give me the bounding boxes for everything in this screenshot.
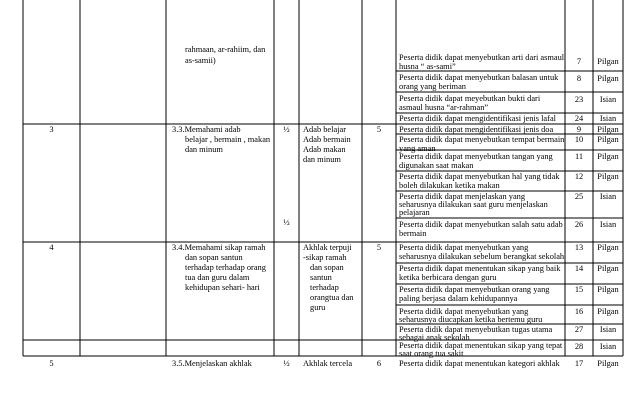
indicator-4-4-line-1: Peserta didik dapat menyebutkan yang xyxy=(399,307,529,316)
materi-3-line-1: Adab belajar xyxy=(303,125,347,134)
time-allocation: ½ xyxy=(283,125,290,134)
indicator-4-1-line-2: seharusnya dilakukan sebelum berangkat sekolah xyxy=(399,252,565,261)
kd-3-line-3: dan minum xyxy=(185,145,223,154)
time-allocation: ½ xyxy=(283,359,290,368)
kd-4-line-1: 3.4.Memahami sikap ramah xyxy=(172,243,266,252)
indicator-3-5-line-2: seharusnya dilakukan saat guru menjelaskan xyxy=(399,200,548,209)
kd-5-line-1: 3.5.Menjelaskan akhlak xyxy=(172,359,252,368)
indicator-4-2-line-2: ketika berbicara dengan guru xyxy=(399,273,497,282)
item-type: Pilgan xyxy=(597,307,619,316)
indicator-cont-2-line-2: orang yang beriman xyxy=(399,82,466,91)
indicator-3-3-line-1: Peserta didik dapat menyebutkan tangan yang xyxy=(399,152,553,161)
materi-4-line-1: Akhlak terpuji xyxy=(303,243,352,252)
indicator-3-1-line-1: Peserta didik dapat mengidentifikasi jenis doa xyxy=(399,125,554,134)
indicator-3-2-line-2: yang aman xyxy=(399,144,436,153)
item-type: Isian xyxy=(599,342,617,351)
item-number: 24 xyxy=(574,114,584,123)
indicator-4-3-line-1: Peserta didik dapat menyebutkan orang yang xyxy=(399,285,550,294)
indicator-4-6-line-1: Peserta didik dapat menentukan sikap yang tepat xyxy=(399,341,563,350)
materi-3-line-2: Adab bermain xyxy=(303,135,351,144)
kd-4-line-5: kehidupan sehari- hari xyxy=(185,283,260,292)
item-type: Isian xyxy=(599,192,617,201)
materi-4-line-2: -sikap ramah xyxy=(303,253,347,262)
item-number: 13 xyxy=(574,243,584,252)
indicator-4-5-line-2: sebagai anak sekolah xyxy=(399,333,470,342)
item-number: 27 xyxy=(574,325,584,334)
item-number: 26 xyxy=(574,220,584,229)
indicator-3-6-line-1: Peserta didik dapat menyebutkan salah satu adab xyxy=(399,220,563,229)
item-type: Isian xyxy=(599,220,617,229)
item-number: 11 xyxy=(574,152,584,161)
item-type: Isian xyxy=(599,95,617,104)
item-number: 9 xyxy=(576,125,582,134)
indicator-cont-1-line-2: husna “ as-sami” xyxy=(399,62,456,71)
item-number: 10 xyxy=(574,135,584,144)
indicator-3-4-line-1: Peserta didik dapat menyebutkan hal yang tidak xyxy=(399,172,560,181)
item-number: 23 xyxy=(574,95,584,104)
indicator-3-5-line-3: pelajaran xyxy=(399,208,430,217)
materi-4-line-5: terhadap xyxy=(310,283,339,292)
kd-4-line-2: dan sopan santun xyxy=(185,253,243,262)
kd-4-line-3: terhadap terhadap orang xyxy=(185,263,266,272)
item-number: 25 xyxy=(574,192,584,201)
question-count: 6 xyxy=(376,359,382,368)
materi-3-line-3: Adab makan xyxy=(303,145,346,154)
materi-4-line-6: orangtua dan xyxy=(310,293,354,302)
indicator-cont-1-line-1: Peserta didik dapat menyebutkan arti dari asmaul xyxy=(399,53,565,62)
indicator-5-1-line-1: Peserta didik dapat menentukan kategori akhlak xyxy=(399,359,560,368)
question-count: 5 xyxy=(376,125,382,134)
row-number: 5 xyxy=(49,359,54,368)
item-number: 12 xyxy=(574,172,584,181)
indicator-4-2-line-1: Peserta didik dapat menentukan sikap yang baik xyxy=(399,264,561,273)
materi-3-line-4: dan minum xyxy=(303,155,341,164)
kd-3-line-2: belajar , bermain , makan xyxy=(185,135,271,144)
item-type: Pilgan xyxy=(597,57,619,66)
materi-5-line-1: Akhlak tercela xyxy=(303,359,353,368)
materi-4-line-7: guru xyxy=(310,303,326,312)
item-number: 16 xyxy=(574,307,584,316)
indicator-cont-3-line-2: asmaul husna “ar-rahman” xyxy=(399,103,489,112)
item-type: Pilgan xyxy=(597,125,619,134)
item-type: Isian xyxy=(599,114,617,123)
indicator-cont-4-line-1: Peserta didik dapat mengidentifikasi jenis lafal xyxy=(399,114,556,123)
materi-4-line-3: dan sopan xyxy=(310,263,344,272)
row-number: 4 xyxy=(49,243,54,252)
item-number: 7 xyxy=(576,57,582,66)
indicator-4-6-line-2: saat orang tua sakit xyxy=(399,349,464,358)
item-number: 14 xyxy=(574,264,584,273)
item-type: Isian xyxy=(599,325,617,334)
item-number: 28 xyxy=(574,342,584,351)
item-type: Pilgan xyxy=(597,74,619,83)
question-count: 5 xyxy=(376,243,382,252)
item-number: 8 xyxy=(576,74,582,83)
item-type: Pilgan xyxy=(597,285,619,294)
item-type: Pilgan xyxy=(597,172,619,181)
indicator-3-3-line-2: digunakan saat makan xyxy=(399,161,474,170)
indicator-3-5-line-1: Peserta didik dapat menjelaskan yang xyxy=(399,192,526,201)
kd-cont-line-1: rahmaan, ar-rahiim, dan xyxy=(185,45,266,54)
kd-4-line-4: tua dan guru dalam xyxy=(185,273,250,282)
item-type: Pilgan xyxy=(597,152,619,161)
item-type: Pilgan xyxy=(597,359,619,368)
row-number: 3 xyxy=(49,125,54,134)
indicator-3-6-line-2: bermain xyxy=(399,229,427,238)
item-number: 17 xyxy=(574,359,584,368)
item-type: Pilgan xyxy=(597,243,619,252)
indicator-4-1-line-1: Peserta didik dapat menyebutkan yang xyxy=(399,243,529,252)
materi-4-line-4: santun xyxy=(310,273,332,282)
kd-3-line-1: 3.3.Memahami adab xyxy=(172,125,241,134)
time-allocation: ½ xyxy=(283,218,290,227)
indicator-4-5-line-1: Peserta didik dapat menyebutkan tugas utama xyxy=(399,325,553,334)
indicator-3-4-line-2: boleh dilakukan ketika makan xyxy=(399,181,500,190)
item-type: Pilgan xyxy=(597,135,619,144)
item-number: 15 xyxy=(574,285,584,294)
indicator-cont-2-line-1: Peserta didik dapat menyebutkan balasan untuk xyxy=(399,73,559,82)
kd-cont-line-2: as-samii) xyxy=(185,56,216,65)
indicator-4-4-line-2: seharusnya diucapkan ketika bertemu guru xyxy=(399,315,543,324)
indicator-3-2-line-1: Peserta didik dapat menyebutkan tempat bermain xyxy=(399,135,565,144)
indicator-cont-3-line-1: Peserta didik dapat meyebutkan bukti dari xyxy=(399,94,541,103)
item-type: Pilgan xyxy=(597,264,619,273)
indicator-4-3-line-2: paling berjasa dalam kehidupannya xyxy=(399,294,518,303)
